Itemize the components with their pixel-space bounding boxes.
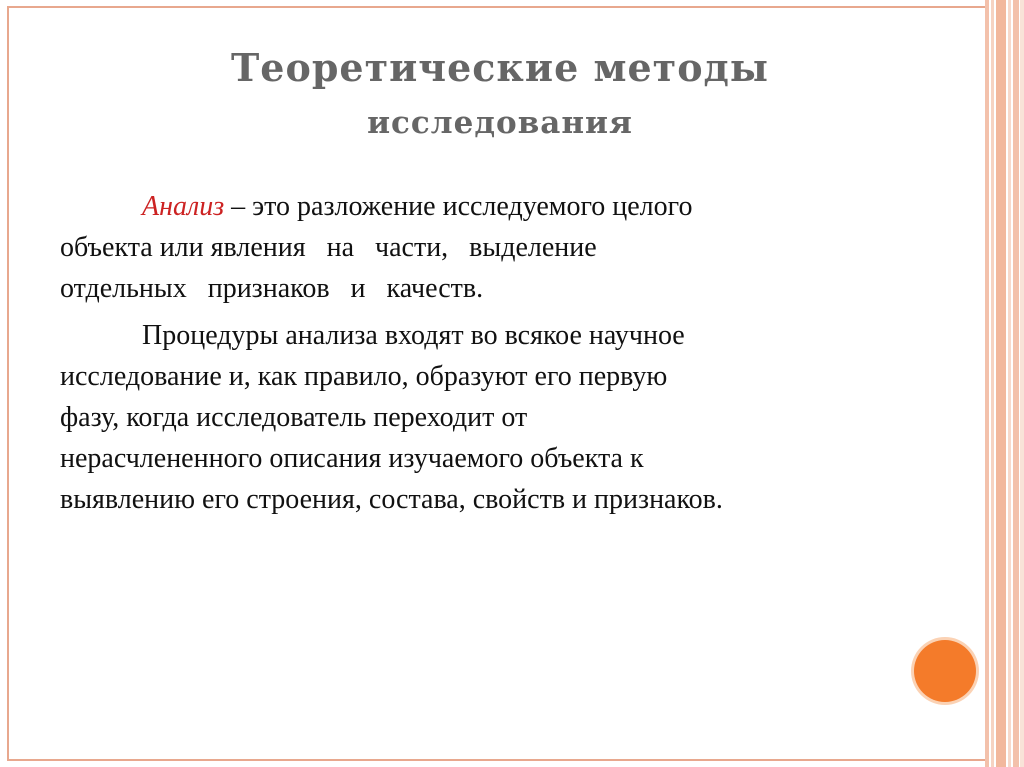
- stripe: [985, 0, 989, 767]
- frame-left-border: [7, 6, 9, 761]
- paragraph-1-line-2: объекта или явления на части, выделение: [60, 232, 597, 263]
- stripe: [1013, 0, 1019, 767]
- slide-title: [60, 42, 940, 149]
- paragraph-2-line-5: выявлению его строения, состава, свойств и признаков.: [60, 484, 723, 515]
- paragraph-analysis-procedures: [60, 315, 940, 520]
- paragraph-2-line-1: [60, 315, 940, 356]
- decorative-stripes: [985, 0, 1024, 767]
- paragraph-1-line-1-rest: – это разложение исследуемого целого: [224, 191, 693, 222]
- frame-bottom-border: [7, 759, 987, 761]
- frame-top-border: [7, 6, 987, 8]
- title-line-1: [60, 42, 940, 97]
- paragraph-1-line-1: [60, 186, 940, 227]
- orange-circle-icon: [914, 640, 976, 702]
- paragraph-analysis-definition: [60, 186, 940, 309]
- slide-body: [60, 186, 940, 526]
- paragraph-2-line-1-text: Процедуры анализа входят во всякое научное: [142, 320, 685, 351]
- paragraph-1-line-3: отдельных признаков и качеств.: [60, 273, 484, 304]
- stripe: [991, 0, 994, 767]
- paragraph-2-line-3: фазу, когда исследователь переходит от: [60, 402, 528, 433]
- stripe: [1020, 0, 1024, 767]
- term-analysis: Анализ: [142, 191, 225, 222]
- title-line-2: исследования: [367, 105, 633, 141]
- stripe: [1008, 0, 1011, 767]
- title-line-1-text: Теоретические методы: [231, 45, 769, 90]
- stripe: [996, 0, 1006, 767]
- paragraph-2-line-2: исследование и, как правило, образуют его первую: [60, 361, 668, 392]
- paragraph-2-line-4: нерасчлененного описания изучаемого объекта к: [60, 443, 644, 474]
